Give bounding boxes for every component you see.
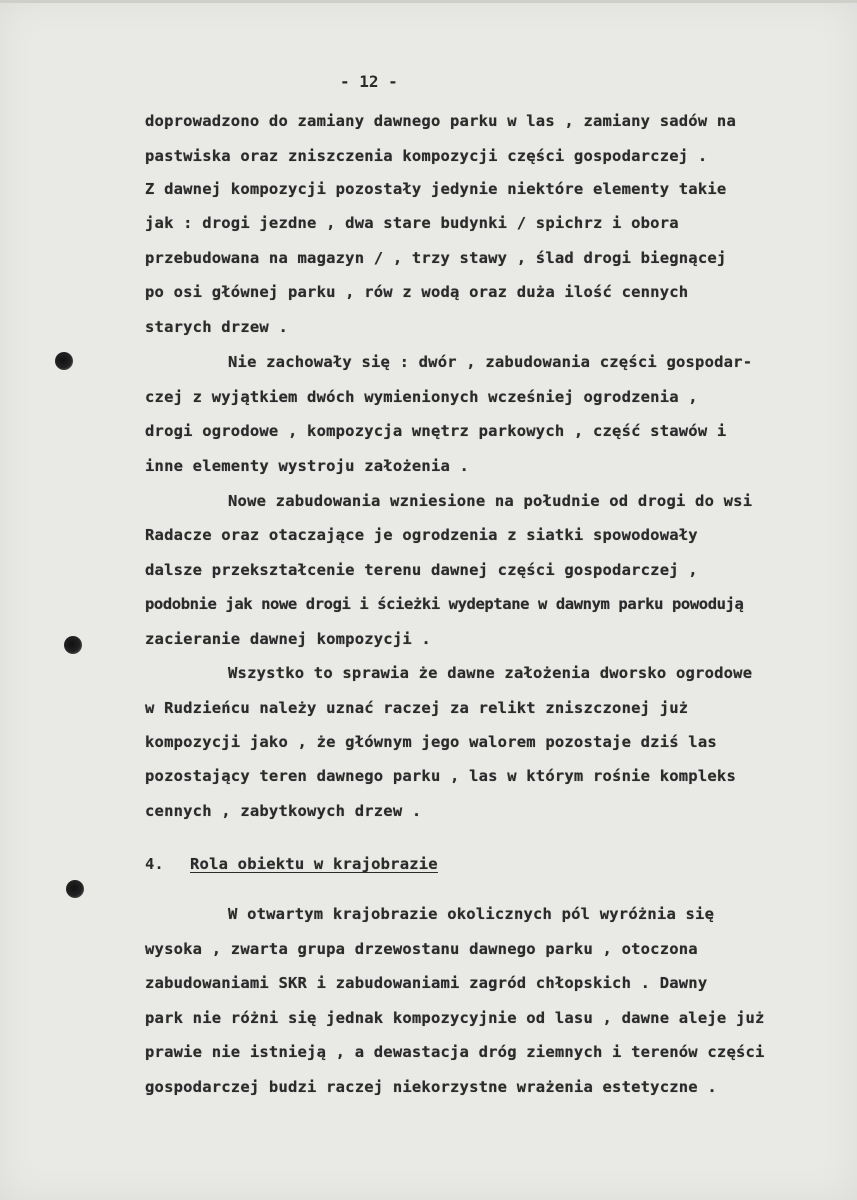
text-line: starych drzew . (145, 318, 288, 336)
text-line: jak : drogi jezdne , dwa stare budynki / spichrz i obora (145, 214, 679, 232)
text-line: zabudowaniami SKR i zabudowaniami zagród chłopskich . Dawny (145, 974, 708, 992)
text-line: Nie zachowały się : dwór , zabudowania części gospodar- (228, 353, 753, 371)
text-line: W otwartym krajobrazie okolicznych pól wyróżnia się (228, 905, 715, 923)
text-line: drogi ogrodowe , kompozycja wnętrz parkowych , część stawów i (145, 422, 727, 440)
text-line: zacieranie dawnej kompozycji . (145, 630, 431, 648)
text-line: cennych , zabytkowych drzew . (145, 802, 422, 820)
text-line: Z dawnej kompozycji pozostały jedynie niektóre elementy takie (145, 180, 727, 198)
text-line: dalsze przekształcenie terenu dawnej części gospodarczej , (145, 561, 698, 579)
punch-hole (66, 880, 84, 898)
text-line: gospodarczej budzi raczej niekorzystne wrażenia estetyczne . (145, 1078, 717, 1096)
text-line: podobnie jak nowe drogi i ścieżki wydeptane w dawnym parku powodują (145, 595, 744, 613)
text-line: czej z wyjątkiem dwóch wymienionych wcześniej ogrodzenia , (145, 388, 698, 406)
text-line: pastwiska oraz zniszczenia kompozycji części gospodarczej . (145, 147, 708, 165)
text-line: kompozycji jako , że głównym jego walorem pozostaje dziś las (145, 733, 717, 751)
punch-hole (55, 352, 73, 370)
punch-hole (64, 636, 82, 654)
text-line: w Rudzieńcu należy uznać raczej za relikt zniszczonej już (145, 699, 689, 717)
text-line: przebudowana na magazyn / , trzy stawy , ślad drogi biegnącej (145, 249, 727, 267)
section-number: 4. (145, 855, 164, 873)
text-line: prawie nie istnieją , a dewastacja dróg ziemnych i terenów części (145, 1043, 765, 1061)
page-number: - 12 - (340, 72, 398, 91)
text-line: Nowe zabudowania wzniesione na południe od drogi do wsi (228, 492, 753, 510)
text-line: pozostający teren dawnego parku , las w którym rośnie kompleks (145, 767, 736, 785)
page-edge (0, 0, 857, 3)
text-line: park nie różni się jednak kompozycyjnie od lasu , dawne aleje już (145, 1009, 765, 1027)
section-title: Rola obiektu w krajobrazie (190, 855, 438, 873)
text-line: Wszystko to sprawia że dawne założenia dworsko ogrodowe (228, 664, 753, 682)
text-line: doprowadzono do zamiany dawnego parku w las , zamiany sadów na (145, 112, 736, 130)
text-line: po osi głównej parku , rów z wodą oraz duża ilość cennych (145, 283, 689, 301)
text-line: inne elementy wystroju założenia . (145, 457, 470, 475)
text-line: Radacze oraz otaczające je ogrodzenia z siatki spowodowały (145, 526, 698, 544)
text-line: wysoka , zwarta grupa drzewostanu dawnego parku , otoczona (145, 940, 698, 958)
